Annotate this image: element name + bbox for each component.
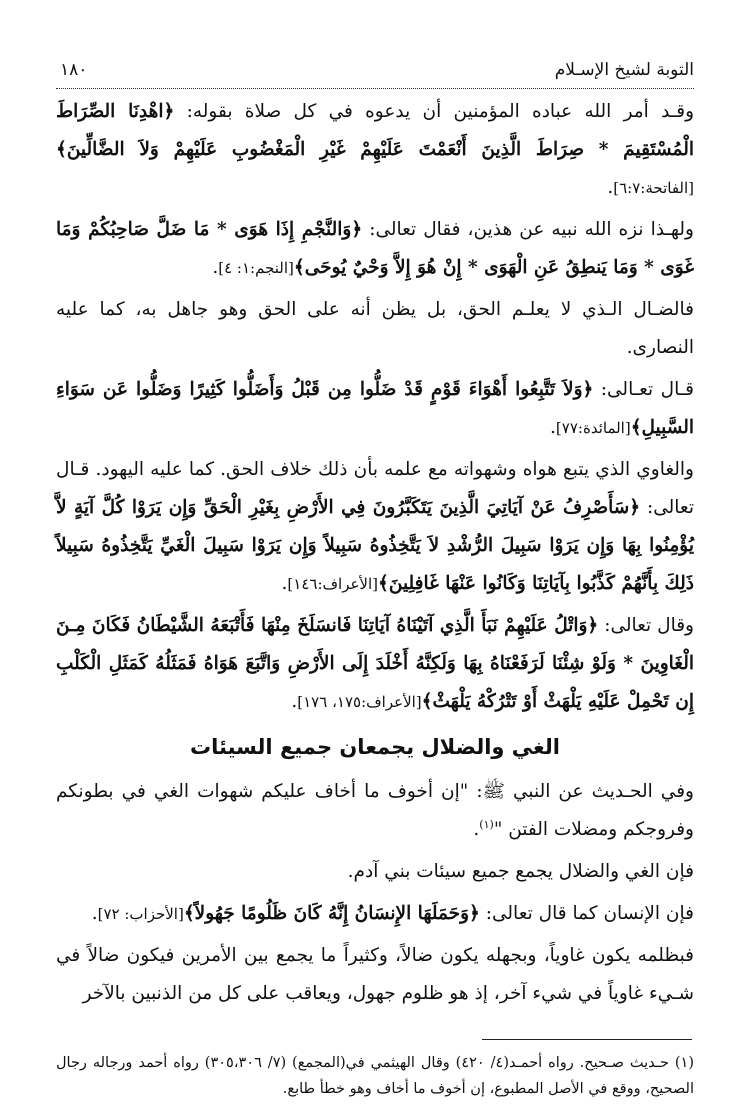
paragraph-4 [56,371,694,447]
paragraph-text: فالضـال الـذي لا يعلـم الحق، بل يظن أنه على الحق وهو جاهل به، كما عليه النصارى. [56,299,694,358]
punctuation: . [281,573,288,594]
footnotes [56,1050,694,1102]
quran-verse: ﴿وَحَمَلَهَا الإِنسَانُ إِنَّهُ كَانَ ظَلُومًا جَهُولاً﴾ [183,903,480,924]
book-page [56,54,695,1097]
punctuation: . [212,257,219,278]
paragraph-1 [56,93,694,207]
running-title: التوبة لشيخ الإسـلام [554,60,694,80]
paragraph-10 [56,937,694,1013]
paragraph-text: قـال تعـالى: [593,379,694,400]
paragraph-8 [56,853,694,891]
paragraph-7 [56,773,694,849]
page-number: ١٨٠ [60,60,88,80]
quran-verse: ﴿وَلاَ تَتَّبِعُوا أَهْوَاءَ قَوْمٍ قَدْ ضَلُّوا مِن قَبْلُ وَأَضَلُّوا كَثِيرًا وَضَلُّوا عَن سَوَاءِ السَّبِيلِ﴾ [56,379,694,438]
paragraph-text: والغاوي الذي يتبع هواه وشهواته مع علمه بأن ذلك خلاف الحق. كما عليه اليهود. قـال تعالى: [56,459,694,518]
main-text [56,93,694,1013]
punctuation: . [550,417,556,438]
footnote-divider [482,1039,692,1040]
paragraph-text: وفي الحـديث عن النبي ﷺ: "إن أخوف ما أخاف عليكم شهوات الغي في بطونكم وفروجكم ومضلات الفتن " [56,781,694,840]
footnote-marker[interactable]: (١) [479,817,494,831]
punctuation: . [473,819,480,840]
punctuation: . [607,177,614,198]
verse-reference: [الأعراف:١٤٦] [287,575,379,593]
paragraph-text: وقال تعالى: [598,615,694,636]
paragraph-9 [56,895,694,933]
verse-reference: [الأحزاب: ٧٢] [97,905,184,923]
punctuation: . [291,691,298,712]
verse-reference: [المائدة:٧٧] [555,419,631,437]
paragraph-text: فإن الغي والضلال يجمع جميع سيئات بني آدم. [347,861,694,882]
paragraph-3 [56,291,694,367]
punctuation: . [91,903,98,924]
paragraph-5 [56,451,694,603]
verse-reference: [الأعراف:١٧٥، ١٧٦] [297,693,422,711]
quran-verse: ﴿وَالنَّجْمِ إِذَا هَوَى * مَا ضَلَّ صَاحِبُكُمْ وَمَا غَوَى * وَمَا يَنطِقُ عَنِ الْهَوَى * إِنْ هُوَ إِلاَّ وَحْيٌ يُوحَى﴾ [56,219,694,278]
paragraph-text: وقـد أمر الله عباده المؤمنين أن يدعوه في كل صلاة بقوله: [174,101,695,122]
running-header [56,54,694,89]
paragraph-text: فبظلمه يكون غاوياً، وبجهله يكون ضالاً، وكثيراً ما يجمع بين الأمرين فيكون ضالاً في شـيء غاوياً في شيء آخر، إذ هو ظلوم جهول، ويعاقب على كل من الذنبين بالآخر [56,945,694,1004]
quran-verse: ﴿وَاتْلُ عَلَيْهِمْ نَبَأَ الَّذِي آتَيْنَاهُ آيَاتِنَا فَانسَلَخَ مِنْهَا فَأَتْبَعَهُ الشَّيْطَانُ فَكَانَ مِـنَ الْغَاوِينَ * وَلَوْ شِئْنَا لَرَفَعْنَاهُ بِهَا وَلَكِنَّهُ أَخْلَدَ إِلَى الأَرْضِ وَاتَّبَعَ هَوَاهُ فَمَثَلُهُ كَمَثَلِ الْكَلْبِ إِن تَحْمِلْ عَلَيْهِ يَلْهَثْ أَوْ تَتْرُكْهُ يَلْهَثْ﴾ [56,615,694,712]
paragraph-6 [56,607,694,721]
verse-reference: [الفاتحة:٦:٧] [613,179,694,197]
quran-verse: ﴿اهْدِنَا الصِّرَاطَ الْمُسْتَقِيمَ * صِرَاطَ الَّذِينَ أَنْعَمْتَ عَلَيْهِمْ غَيْرِ الْمَغْضُوبِ عَلَيْهِمْ وَلاَ الضَّالِّينَ﴾ [56,101,694,160]
footnote-1: (١) حـديث صـحيح. رواه أحمـد(٤/ ٤٢٠) وقال الهيثمي في(المجمع) (٧/ ٣٠٥،٣٠٦) رواه أحمد ورجاله رجال الصحيح، ووقع في الأصل المطبوع، إن أخوف ما أخاف وهو خطأ طابع. [56,1055,694,1097]
quran-verse: ﴿سَأَصْرِفُ عَنْ آيَاتِيَ الَّذِينَ يَتَكَبَّرُونَ فِي الأَرْضِ بِغَيْرِ الْحَقِّ وَإِن يَرَوْا كُلَّ آيَةٍ لاَّ يُؤْمِنُوا بِهَا وَإِن يَرَوْا سَبِيلَ الرُّشْدِ لاَ يَتَّخِذُوهُ سَبِيلاً وَإِن يَرَوْا سَبِيلَ الْغَيِّ يَتَّخِذُوهُ سَبِيلاً ذَلِكَ بِأَنَّهُمْ كَذَّبُوا بِآيَاتِنَا وَكَانُوا عَنْهَا غَافِلِينَ﴾ [56,497,694,594]
section-heading: الغي والضلال يجمعان جميع السيئات [190,735,560,759]
paragraph-text: فإن الإنسان كما قال تعالى: [479,903,694,924]
paragraph-2 [56,211,694,287]
paragraph-text: ولهـذا نزه الله نبيه عن هذين، فقال تعالى: [362,219,694,240]
verse-reference: [النجم:١: ٤] [218,259,294,277]
